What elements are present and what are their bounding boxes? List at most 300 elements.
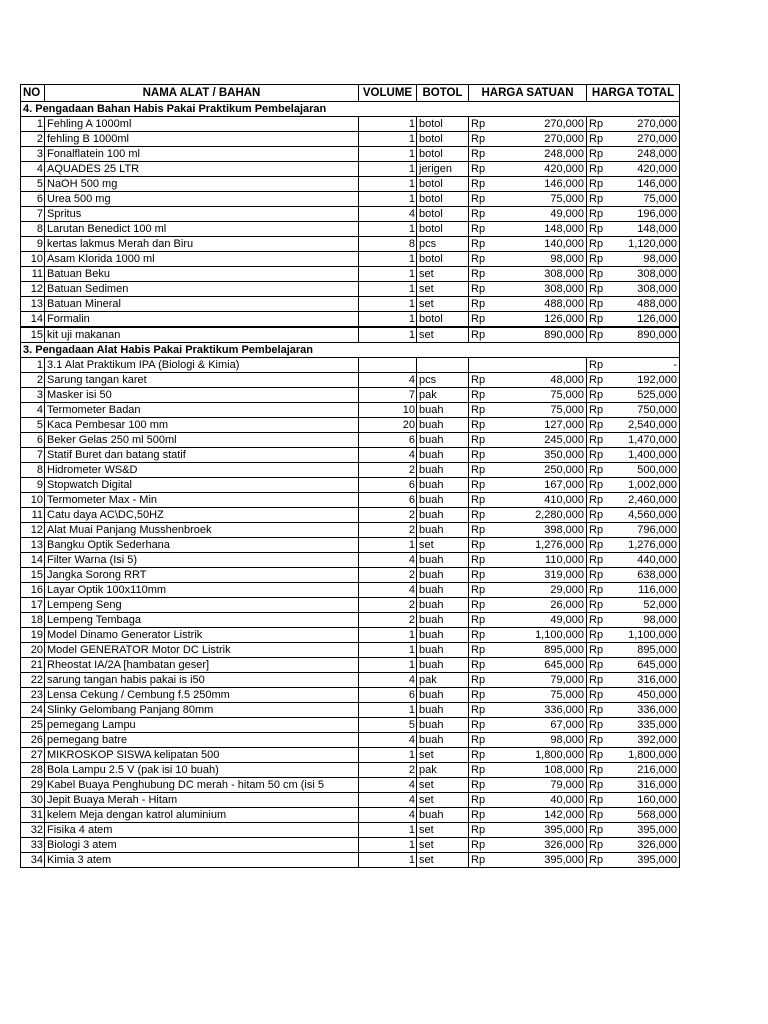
cell-rp-total: Rp: [587, 207, 605, 222]
table-row: [21, 358, 680, 373]
cell-rp-satuan: Rp: [469, 823, 487, 838]
cell-harga-satuan: 108,000: [487, 763, 587, 778]
cell-rp-satuan: Rp: [469, 853, 487, 868]
table-row: [21, 733, 680, 748]
cell-volume: 2: [359, 523, 417, 538]
cell-no: 9: [21, 478, 45, 493]
cell-volume: 4: [359, 553, 417, 568]
cell-rp-total: Rp: [587, 808, 605, 823]
cell-harga-satuan: 79,000: [487, 673, 587, 688]
cell-volume: 1: [359, 312, 417, 328]
table-row: [21, 583, 680, 598]
cell-volume: 2: [359, 613, 417, 628]
cell-unit: buah: [417, 553, 469, 568]
cell-name: Kaca Pembesar 100 mm: [45, 418, 359, 433]
cell-rp-total: Rp: [587, 793, 605, 808]
cell-no: 30: [21, 793, 45, 808]
cell-volume: 6: [359, 478, 417, 493]
section-title: 3. Pengadaan Alat Habis Pakai Praktikum Pembelajaran: [21, 343, 680, 358]
cell-harga-total: 796,000: [605, 523, 680, 538]
cell-harga-satuan: 890,000: [487, 327, 587, 343]
cell-name: sarung tangan habis pakai is i50: [45, 673, 359, 688]
cell-harga-satuan: 29,000: [487, 583, 587, 598]
cell-harga-satuan: 67,000: [487, 718, 587, 733]
cell-rp-total: Rp: [587, 658, 605, 673]
cell-name: Fehling A 1000ml: [45, 117, 359, 132]
cell-harga-total: 1,120,000: [605, 237, 680, 252]
table-row: [21, 327, 680, 343]
cell-no: 10: [21, 252, 45, 267]
section-header-row: [21, 343, 680, 358]
cell-rp-satuan: Rp: [469, 192, 487, 207]
table-row: [21, 748, 680, 763]
cell-volume: 1: [359, 192, 417, 207]
cell-no: 13: [21, 538, 45, 553]
cell-unit: buah: [417, 733, 469, 748]
cell-no: 3: [21, 147, 45, 162]
cell-unit: buah: [417, 448, 469, 463]
cell-name: Kimia 3 atem: [45, 853, 359, 868]
cell-name: Batuan Sedimen: [45, 282, 359, 297]
cell-harga-total: 638,000: [605, 568, 680, 583]
cell-name: Alat Muai Panjang Musshenbroek: [45, 523, 359, 538]
table-row: [21, 628, 680, 643]
cell-harga-total: 248,000: [605, 147, 680, 162]
header-nama: NAMA ALAT / BAHAN: [45, 85, 359, 102]
cell-harga-satuan: 1,800,000: [487, 748, 587, 763]
cell-no: 1: [21, 358, 45, 373]
table-row: [21, 553, 680, 568]
cell-harga-total: 308,000: [605, 267, 680, 282]
cell-rp-total: Rp: [587, 463, 605, 478]
cell-unit: pak: [417, 673, 469, 688]
table-row: [21, 493, 680, 508]
cell-unit: set: [417, 538, 469, 553]
header-harga-total: HARGA TOTAL: [587, 85, 680, 102]
cell-unit: buah: [417, 628, 469, 643]
cell-harga-total: 1,276,000: [605, 538, 680, 553]
cell-unit: buah: [417, 433, 469, 448]
cell-harga-total: 895,000: [605, 643, 680, 658]
cell-harga-total: 196,000: [605, 207, 680, 222]
section-title: 4. Pengadaan Bahan Habis Pakai Praktikum Pembelajaran: [21, 102, 680, 117]
section-2-header: [21, 343, 680, 358]
cell-rp-satuan: Rp: [469, 478, 487, 493]
cell-name: Jangka Sorong RRT: [45, 568, 359, 583]
cell-rp-satuan: Rp: [469, 448, 487, 463]
table-row: [21, 508, 680, 523]
cell-harga-satuan: 270,000: [487, 117, 587, 132]
cell-rp-satuan: Rp: [469, 688, 487, 703]
cell-harga-total: 890,000: [605, 327, 680, 343]
cell-unit: botol: [417, 192, 469, 207]
cell-harga-satuan: 79,000: [487, 778, 587, 793]
table-row: [21, 312, 680, 328]
cell-rp-total: Rp: [587, 703, 605, 718]
section-header-row: [21, 102, 680, 117]
cell-volume: 1: [359, 327, 417, 343]
table-body: [21, 102, 680, 117]
cell-harga-satuan: 1,100,000: [487, 628, 587, 643]
cell-harga-satuan: 248,000: [487, 147, 587, 162]
cell-harga-total: 450,000: [605, 688, 680, 703]
cell-no: 8: [21, 463, 45, 478]
cell-no: 15: [21, 327, 45, 343]
table-row: [21, 117, 680, 132]
cell-harga-total: 98,000: [605, 252, 680, 267]
cell-unit: pcs: [417, 373, 469, 388]
cell-volume: 7: [359, 388, 417, 403]
cell-harga-total: 160,000: [605, 793, 680, 808]
cell-name: Asam Klorida 1000 ml: [45, 252, 359, 267]
cell-rp-satuan: Rp: [469, 703, 487, 718]
cell-unit: buah: [417, 658, 469, 673]
cell-rp-total: Rp: [587, 327, 605, 343]
cell-harga-satuan: 26,000: [487, 598, 587, 613]
cell-harga-total: 2,460,000: [605, 493, 680, 508]
cell-no: 31: [21, 808, 45, 823]
cell-rp-satuan: Rp: [469, 222, 487, 237]
cell-volume: 1: [359, 267, 417, 282]
cell-harga-total: 270,000: [605, 132, 680, 147]
cell-harga-satuan: 75,000: [487, 403, 587, 418]
cell-rp-total: Rp: [587, 568, 605, 583]
cell-name: Jepit Buaya Merah - Hitam: [45, 793, 359, 808]
cell-name: 3.1 Alat Praktikum IPA (Biologi & Kimia): [45, 358, 359, 373]
cell-name: Formalin: [45, 312, 359, 328]
table-row: [21, 373, 680, 388]
cell-volume: 4: [359, 373, 417, 388]
cell-harga-total: 316,000: [605, 778, 680, 793]
cell-no: 17: [21, 598, 45, 613]
cell-unit: buah: [417, 613, 469, 628]
table-row: [21, 448, 680, 463]
cell-name: Urea 500 mg: [45, 192, 359, 207]
cell-no: 15: [21, 568, 45, 583]
cell-harga-satuan: 319,000: [487, 568, 587, 583]
cell-volume: 5: [359, 718, 417, 733]
cell-rp-satuan: Rp: [469, 553, 487, 568]
cell-harga-satuan: 140,000: [487, 237, 587, 252]
cell-unit: buah: [417, 643, 469, 658]
cell-name: Filter Warna (Isi 5): [45, 553, 359, 568]
cell-no: 24: [21, 703, 45, 718]
cell-no: 4: [21, 162, 45, 177]
cell-name: pemegang batre: [45, 733, 359, 748]
cell-rp-satuan: Rp: [469, 388, 487, 403]
table-row: [21, 403, 680, 418]
cell-harga-total: 4,560,000: [605, 508, 680, 523]
cell-no: 3: [21, 388, 45, 403]
cell-harga-satuan: 395,000: [487, 823, 587, 838]
cell-harga-total: 1,400,000: [605, 448, 680, 463]
cell-harga-satuan: 148,000: [487, 222, 587, 237]
table-row: [21, 793, 680, 808]
cell-unit: buah: [417, 598, 469, 613]
cell-harga-total: 148,000: [605, 222, 680, 237]
cell-rp-total: Rp: [587, 222, 605, 237]
cell-rp-total: Rp: [587, 553, 605, 568]
cell-harga-satuan: 142,000: [487, 808, 587, 823]
cell-rp-satuan: Rp: [469, 132, 487, 147]
cell-no: 29: [21, 778, 45, 793]
cell-rp-satuan: Rp: [469, 117, 487, 132]
cell-name: Catu daya AC\DC,50HZ: [45, 508, 359, 523]
cell-harga-total: 645,000: [605, 658, 680, 673]
cell-unit: buah: [417, 568, 469, 583]
cell-volume: 2: [359, 763, 417, 778]
cell-volume: 4: [359, 207, 417, 222]
cell-name: Kabel Buaya Penghubung DC merah - hitam 50 cm (isi 5: [45, 778, 359, 793]
cell-no: 11: [21, 508, 45, 523]
cell-name: Beker Gelas 250 ml 500ml: [45, 433, 359, 448]
cell-harga-satuan: 2,280,000: [487, 508, 587, 523]
cell-harga-satuan: 488,000: [487, 297, 587, 312]
cell-no: 26: [21, 733, 45, 748]
cell-no: 34: [21, 853, 45, 868]
cell-name: Statif Buret dan batang statif: [45, 448, 359, 463]
cell-unit: buah: [417, 418, 469, 433]
table-row: [21, 568, 680, 583]
cell-harga-total: 1,470,000: [605, 433, 680, 448]
cell-name: Bola Lampu 2.5 V (pak isi 10 buah): [45, 763, 359, 778]
cell-no: 5: [21, 177, 45, 192]
cell-harga-total: 500,000: [605, 463, 680, 478]
header-botol: BOTOL: [417, 85, 469, 102]
cell-harga-total: 525,000: [605, 388, 680, 403]
cell-rp-total: Rp: [587, 748, 605, 763]
cell-no: 8: [21, 222, 45, 237]
cell-rp-satuan: Rp: [469, 373, 487, 388]
cell-volume: 1: [359, 252, 417, 267]
cell-harga-total: 336,000: [605, 703, 680, 718]
cell-volume: 8: [359, 237, 417, 252]
cell-rp-total: Rp: [587, 613, 605, 628]
cell-no: 6: [21, 192, 45, 207]
cell-rp-satuan: Rp: [469, 658, 487, 673]
cell-no: 27: [21, 748, 45, 763]
cell-volume: 1: [359, 658, 417, 673]
cell-harga-total: 1,100,000: [605, 628, 680, 643]
cell-unit: buah: [417, 403, 469, 418]
table-row: [21, 252, 680, 267]
cell-rp-satuan: Rp: [469, 583, 487, 598]
cell-rp-total: Rp: [587, 763, 605, 778]
cell-no: 10: [21, 493, 45, 508]
cell-harga-total: 192,000: [605, 373, 680, 388]
cell-harga-total: 98,000: [605, 613, 680, 628]
cell-name: Batuan Beku: [45, 267, 359, 282]
cell-unit: set: [417, 778, 469, 793]
cell-harga-total: 308,000: [605, 282, 680, 297]
cell-harga-satuan: 75,000: [487, 192, 587, 207]
cell-name: kit uji makanan: [45, 327, 359, 343]
cell-rp-total: Rp: [587, 853, 605, 868]
cell-name: Stopwatch Digital: [45, 478, 359, 493]
cell-harga-satuan: 398,000: [487, 523, 587, 538]
cell-harga-satuan: 49,000: [487, 613, 587, 628]
cell-rp-total: Rp: [587, 117, 605, 132]
cell-name: Batuan Mineral: [45, 297, 359, 312]
cell-harga-total: 52,000: [605, 598, 680, 613]
cell-name: NaOH 500 mg: [45, 177, 359, 192]
cell-rp-total: Rp: [587, 358, 605, 373]
cell-no: 2: [21, 373, 45, 388]
cell-volume: 4: [359, 793, 417, 808]
cell-name: MIKROSKOP SISWA kelipatan 500: [45, 748, 359, 763]
cell-harga-satuan: 98,000: [487, 733, 587, 748]
cell-no: 7: [21, 448, 45, 463]
cell-rp-satuan: Rp: [469, 628, 487, 643]
cell-no: 22: [21, 673, 45, 688]
cell-no: 33: [21, 838, 45, 853]
cell-unit: buah: [417, 463, 469, 478]
cell-name: Spritus: [45, 207, 359, 222]
cell-unit: pak: [417, 763, 469, 778]
cell-rp-satuan: Rp: [469, 493, 487, 508]
cell-harga-total: 126,000: [605, 312, 680, 328]
table-row: [21, 192, 680, 207]
cell-rp-satuan: Rp: [469, 403, 487, 418]
cell-no: 14: [21, 312, 45, 328]
cell-no: 12: [21, 282, 45, 297]
cell-rp-satuan: Rp: [469, 207, 487, 222]
cell-volume: 1: [359, 628, 417, 643]
cell-unit: pak: [417, 388, 469, 403]
cell-name: Termometer Max - Min: [45, 493, 359, 508]
cell-unit: botol: [417, 312, 469, 328]
cell-rp-satuan: Rp: [469, 327, 487, 343]
cell-name: Slinky Gelombang Panjang 80mm: [45, 703, 359, 718]
table-row: [21, 853, 680, 868]
cell-rp-total: Rp: [587, 583, 605, 598]
cell-harga-satuan: 48,000: [487, 373, 587, 388]
cell-unit: set: [417, 297, 469, 312]
cell-rp-satuan: Rp: [469, 523, 487, 538]
cell-harga-total: 270,000: [605, 117, 680, 132]
table-row: [21, 418, 680, 433]
cell-rp-total: Rp: [587, 252, 605, 267]
cell-rp-total: Rp: [587, 448, 605, 463]
cell-no: 7: [21, 207, 45, 222]
cell-harga-total: 75,000: [605, 192, 680, 207]
cell-unit: set: [417, 838, 469, 853]
cell-no: 11: [21, 267, 45, 282]
cell-harga-satuan: 110,000: [487, 553, 587, 568]
cell-rp-total: Rp: [587, 778, 605, 793]
cell-harga-satuan: 308,000: [487, 282, 587, 297]
cell-rp-satuan: Rp: [469, 282, 487, 297]
cell-volume: 1: [359, 823, 417, 838]
cell-harga-satuan: 410,000: [487, 493, 587, 508]
table-row: [21, 523, 680, 538]
table-row: [21, 763, 680, 778]
cell-rp-total: Rp: [587, 538, 605, 553]
cell-volume: 2: [359, 463, 417, 478]
cell-unit: set: [417, 853, 469, 868]
header-no: NO: [21, 85, 45, 102]
cell-volume: 1: [359, 177, 417, 192]
cell-name: Masker isi 50: [45, 388, 359, 403]
cell-harga-satuan: 127,000: [487, 418, 587, 433]
cell-harga-satuan: 1,276,000: [487, 538, 587, 553]
cell-harga-total: 488,000: [605, 297, 680, 312]
cell-harga-satuan: 75,000: [487, 688, 587, 703]
cell-name: Rheostat IA/2A [hambatan geser]: [45, 658, 359, 673]
table-row: [21, 147, 680, 162]
cell-volume: 4: [359, 733, 417, 748]
cell-volume: 4: [359, 673, 417, 688]
cell-volume: 1: [359, 282, 417, 297]
cell-rp-satuan: Rp: [469, 838, 487, 853]
cell-no: 16: [21, 583, 45, 598]
cell-rp-total: Rp: [587, 388, 605, 403]
section-1-rows: [21, 117, 680, 343]
cell-volume: 1: [359, 748, 417, 763]
cell-harga-total: 392,000: [605, 733, 680, 748]
header-harga-satuan: HARGA SATUAN: [469, 85, 587, 102]
table-row: [21, 598, 680, 613]
table-row: [21, 613, 680, 628]
table-row: [21, 838, 680, 853]
cell-harga-total: 146,000: [605, 177, 680, 192]
cell-name: fehling B 1000ml: [45, 132, 359, 147]
table-row: [21, 267, 680, 282]
cell-volume: 4: [359, 778, 417, 793]
cell-rp-total: Rp: [587, 598, 605, 613]
cell-name: Sarung tangan karet: [45, 373, 359, 388]
cell-no: 20: [21, 643, 45, 658]
cell-harga-satuan: 270,000: [487, 132, 587, 147]
table-row: [21, 823, 680, 838]
cell-rp-total: Rp: [587, 162, 605, 177]
cell-unit: [417, 358, 469, 373]
table-row: [21, 478, 680, 493]
cell-harga-satuan: 245,000: [487, 433, 587, 448]
cell-volume: 1: [359, 162, 417, 177]
cell-rp-satuan: Rp: [469, 733, 487, 748]
cell-volume: 2: [359, 598, 417, 613]
cell-unit: botol: [417, 252, 469, 267]
cell-rp-satuan: Rp: [469, 463, 487, 478]
cell-name: AQUADES 25 LTR: [45, 162, 359, 177]
cell-volume: 4: [359, 583, 417, 598]
cell-rp-total: Rp: [587, 478, 605, 493]
cell-no: 9: [21, 237, 45, 252]
cell-rp-total: Rp: [587, 688, 605, 703]
table-row: [21, 463, 680, 478]
cell-unit: botol: [417, 222, 469, 237]
cell-harga-satuan: 308,000: [487, 267, 587, 282]
cell-no: 13: [21, 297, 45, 312]
cell-unit: set: [417, 793, 469, 808]
cell-harga-total: 2,540,000: [605, 418, 680, 433]
cell-rp-satuan: Rp: [469, 613, 487, 628]
cell-rp-total: Rp: [587, 312, 605, 328]
table-row: [21, 673, 680, 688]
cell-volume: 1: [359, 132, 417, 147]
cell-harga-total: 1,002,000: [605, 478, 680, 493]
cell-rp-total: Rp: [587, 673, 605, 688]
cell-rp-total: Rp: [587, 523, 605, 538]
cell-volume: 4: [359, 808, 417, 823]
cell-unit: botol: [417, 117, 469, 132]
cell-unit: set: [417, 327, 469, 343]
cell-unit: buah: [417, 478, 469, 493]
cell-rp-satuan: Rp: [469, 763, 487, 778]
cell-no: 21: [21, 658, 45, 673]
cell-volume: 4: [359, 448, 417, 463]
